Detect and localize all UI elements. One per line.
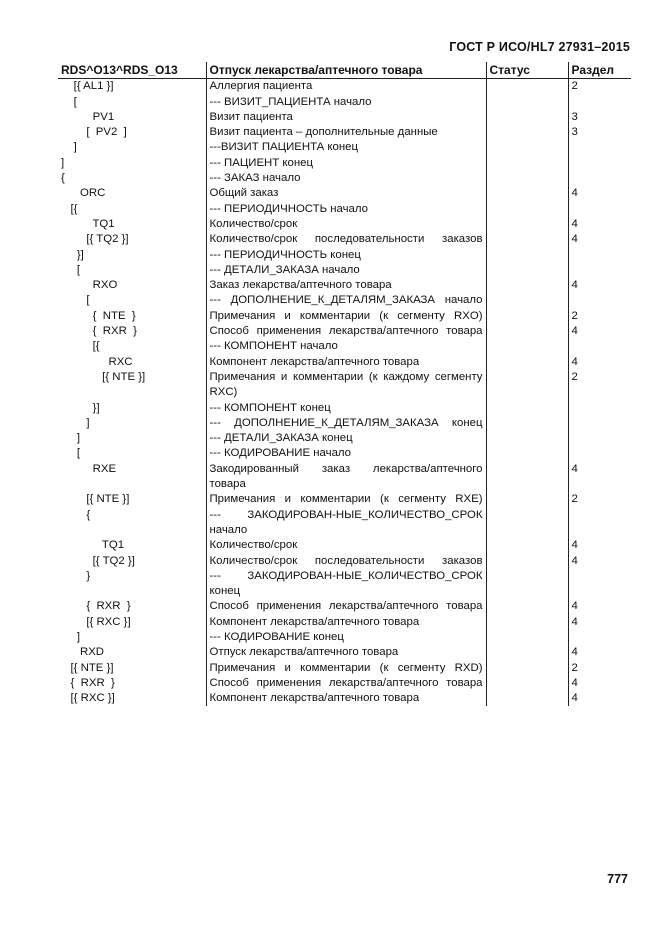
section-cell: 2: [571, 661, 578, 674]
section-cell: [568, 401, 631, 416]
status-cell: [486, 355, 568, 370]
table-row: [58, 676, 631, 691]
section-cell: 4: [571, 539, 578, 552]
table-row: [58, 691, 631, 706]
status-cell: [486, 324, 568, 339]
section-cell: 4: [571, 600, 578, 613]
section-cell: 4: [571, 676, 578, 689]
status-cell: [486, 125, 568, 140]
section-cell: [568, 95, 631, 110]
section-cell: [568, 630, 631, 645]
status-cell: [486, 462, 568, 493]
status-cell: [486, 171, 568, 186]
section-cell: [568, 140, 631, 155]
status-cell: [486, 615, 568, 630]
message-structure-table: [58, 62, 631, 706]
status-cell: [486, 538, 568, 553]
description-cell: --- КОМПОНЕНТ конец: [206, 401, 486, 416]
description-cell: Компонент лекарства/аптечного товара: [206, 691, 486, 706]
table-row: [58, 416, 631, 431]
table-row: [58, 202, 631, 217]
column-header-segment: RDS^O13^RDS_O13: [58, 62, 206, 79]
segment-cell: TQ1: [58, 217, 206, 232]
segment-cell: ]: [58, 140, 206, 155]
section-cell: [568, 446, 631, 461]
status-cell: [486, 508, 568, 539]
segment-cell: RXC: [58, 355, 206, 370]
description-cell: --- ПЕРИОДИЧНОСТЬ конец: [206, 248, 486, 263]
status-cell: [486, 309, 568, 324]
description-cell: Аллергия пациента: [206, 79, 486, 95]
status-cell: [486, 416, 568, 431]
section-cell: [568, 416, 631, 431]
table-row: [58, 324, 631, 339]
status-cell: [486, 278, 568, 293]
status-cell: [486, 248, 568, 263]
status-cell: [486, 676, 568, 691]
section-cell: [568, 248, 631, 263]
description-cell: Общий заказ: [206, 186, 486, 201]
segment-cell: ]: [58, 156, 206, 171]
status-cell: [486, 79, 568, 95]
segment-cell: {: [58, 508, 206, 539]
description-cell: --- КОДИРОВАНИЕ начало: [206, 446, 486, 461]
description-cell: --- КОДИРОВАНИЕ конец: [206, 630, 486, 645]
section-cell: 2: [571, 370, 578, 383]
description-cell: Визит пациента – дополнительные данные: [206, 125, 486, 140]
description-cell: --- ЗАКОДИРОВАН-НЫЕ_КОЛИЧЕСТВО_СРОК начало: [206, 508, 486, 539]
status-cell: [486, 431, 568, 446]
segment-cell: TQ1: [58, 538, 206, 553]
segment-cell: [: [58, 263, 206, 278]
status-cell: [486, 401, 568, 416]
table-row: [58, 186, 631, 201]
description-cell: Количество/срок последовательности заказов: [206, 232, 486, 247]
segment-cell: PV1: [58, 110, 206, 125]
table-row: [58, 615, 631, 630]
section-cell: 3: [571, 126, 578, 139]
table-row: [58, 569, 631, 600]
description-cell: Визит пациента: [206, 110, 486, 125]
description-cell: --- ЗАКАЗ начало: [206, 171, 486, 186]
description-cell: Количество/срок последовательности заказов: [206, 554, 486, 569]
segment-cell: [{ AL1 }]: [58, 79, 206, 95]
segment-cell: RXE: [58, 462, 206, 493]
table-row: [58, 355, 631, 370]
table-row: [58, 630, 631, 645]
status-cell: [486, 232, 568, 247]
segment-cell: ]: [58, 416, 206, 431]
table-row: [58, 110, 631, 125]
section-cell: 4: [571, 646, 578, 659]
segment-cell: [{ TQ2 }]: [58, 232, 206, 247]
table-row: [58, 248, 631, 263]
table-row: [58, 95, 631, 110]
section-cell: 4: [571, 615, 578, 628]
table-row: [58, 446, 631, 461]
status-cell: [486, 691, 568, 706]
table-row: [58, 554, 631, 569]
table-row: [58, 79, 631, 95]
segment-cell: RXD: [58, 645, 206, 660]
segment-cell: }]: [58, 248, 206, 263]
description-cell: Количество/срок: [206, 217, 486, 232]
section-cell: [568, 569, 631, 600]
table-header-row: [58, 62, 631, 79]
segment-cell: [{ NTE }]: [58, 661, 206, 676]
table-row: [58, 293, 631, 308]
section-cell: 2: [571, 493, 578, 506]
column-header-status: Статус: [486, 62, 568, 79]
table-row: [58, 232, 631, 247]
status-cell: [486, 95, 568, 110]
description-cell: --- ДЕТАЛИ_ЗАКАЗА начало: [206, 263, 486, 278]
description-cell: --- ДЕТАЛИ_ЗАКАЗА конец: [206, 431, 486, 446]
section-cell: 4: [571, 217, 578, 230]
table-row: [58, 462, 631, 493]
description-cell: --- ДОПОЛНЕНИЕ_К_ДЕТАЛЯМ_ЗАКАЗА конец: [206, 416, 486, 431]
segment-cell: {: [58, 171, 206, 186]
table-row: [58, 431, 631, 446]
description-cell: --- ВИЗИТ_ПАЦИЕНТА начало: [206, 95, 486, 110]
segment-cell: }]: [58, 401, 206, 416]
segment-cell: [: [58, 95, 206, 110]
description-cell: --- КОМПОНЕНТ начало: [206, 339, 486, 354]
description-cell: Примечания и комментарии (к каждому сегменту RXC): [206, 370, 486, 401]
status-cell: [486, 446, 568, 461]
column-header-section: Раздел: [568, 62, 631, 79]
section-cell: [568, 263, 631, 278]
segment-cell: RXO: [58, 278, 206, 293]
section-cell: [568, 171, 631, 186]
status-cell: [486, 140, 568, 155]
column-header-description: Отпуск лекарства/аптечного товара: [206, 62, 486, 79]
description-cell: Компонент лекарства/аптечного товара: [206, 355, 486, 370]
section-cell: 4: [571, 462, 578, 475]
description-cell: --- ПАЦИЕНТ конец: [206, 156, 486, 171]
table-body: [58, 79, 631, 707]
status-cell: [486, 492, 568, 507]
description-cell: --- ПЕРИОДИЧНОСТЬ начало: [206, 202, 486, 217]
status-cell: [486, 263, 568, 278]
section-cell: 4: [571, 692, 578, 705]
table-row: [58, 278, 631, 293]
description-cell: Способ применения лекарства/аптечного товара: [206, 599, 486, 614]
status-cell: [486, 554, 568, 569]
segment-cell: [: [58, 293, 206, 308]
table-row: [58, 370, 631, 401]
table-row: [58, 538, 631, 553]
segment-cell: { RXR }: [58, 676, 206, 691]
table-row: [58, 339, 631, 354]
section-cell: 4: [571, 325, 578, 338]
status-cell: [486, 569, 568, 600]
table-row: [58, 171, 631, 186]
section-cell: [568, 202, 631, 217]
table-row: [58, 125, 631, 140]
table-row: [58, 156, 631, 171]
table-row: [58, 492, 631, 507]
description-cell: Примечания и комментарии (к сегменту RXD): [206, 661, 486, 676]
description-cell: Примечания и комментарии (к сегменту RXE): [206, 492, 486, 507]
description-cell: ---ВИЗИТ ПАЦИЕНТА конец: [206, 140, 486, 155]
segment-cell: { RXR }: [58, 324, 206, 339]
description-cell: Способ применения лекарства/аптечного товара: [206, 676, 486, 691]
description-cell: Способ применения лекарства/аптечного товара: [206, 324, 486, 339]
description-cell: Компонент лекарства/аптечного товара: [206, 615, 486, 630]
segment-cell: [{ TQ2 }]: [58, 554, 206, 569]
status-cell: [486, 370, 568, 401]
segment-cell: ORC: [58, 186, 206, 201]
status-cell: [486, 599, 568, 614]
segment-cell: }: [58, 569, 206, 600]
status-cell: [486, 202, 568, 217]
description-cell: Примечания и комментарии (к сегменту RXO): [206, 309, 486, 324]
table-row: [58, 401, 631, 416]
status-cell: [486, 110, 568, 125]
section-cell: [568, 156, 631, 171]
status-cell: [486, 661, 568, 676]
section-cell: 4: [571, 187, 578, 200]
page-number: 777: [607, 872, 628, 886]
status-cell: [486, 156, 568, 171]
section-cell: 3: [571, 110, 578, 123]
section-cell: 4: [571, 279, 578, 292]
table-row: [58, 661, 631, 676]
segment-cell: ]: [58, 431, 206, 446]
section-cell: [568, 293, 631, 308]
status-cell: [486, 339, 568, 354]
section-cell: 2: [571, 309, 578, 322]
table-row: [58, 599, 631, 614]
segment-cell: ]: [58, 630, 206, 645]
segment-cell: { RXR }: [58, 599, 206, 614]
section-cell: [568, 508, 631, 539]
section-cell: [568, 339, 631, 354]
table-row: [58, 309, 631, 324]
section-cell: 4: [571, 233, 578, 246]
description-cell: Отпуск лекарства/аптечного товара: [206, 645, 486, 660]
table-row: [58, 508, 631, 539]
segment-cell: [: [58, 446, 206, 461]
description-cell: --- ДОПОЛНЕНИЕ_К_ДЕТАЛЯМ_ЗАКАЗА начало: [206, 293, 486, 308]
table-row: [58, 217, 631, 232]
section-cell: [568, 431, 631, 446]
segment-cell: [{ RXC }]: [58, 691, 206, 706]
section-cell: 2: [571, 80, 578, 93]
description-cell: Количество/срок: [206, 538, 486, 553]
segment-cell: [ PV2 ]: [58, 125, 206, 140]
table-row: [58, 140, 631, 155]
description-cell: Закодированный заказ лекарства/аптечного товара: [206, 462, 486, 493]
segment-cell: { NTE }: [58, 309, 206, 324]
section-cell: 4: [571, 355, 578, 368]
document-header: ГОСТ Р ИСО/HL7 27931–2015: [449, 40, 630, 54]
segment-cell: [{ NTE }]: [58, 370, 206, 401]
segment-cell: [{ RXC }]: [58, 615, 206, 630]
segment-cell: [{: [58, 339, 206, 354]
status-cell: [486, 293, 568, 308]
table-row: [58, 645, 631, 660]
section-cell: 4: [571, 554, 578, 567]
status-cell: [486, 186, 568, 201]
status-cell: [486, 217, 568, 232]
description-cell: Заказ лекарства/аптечного товара: [206, 278, 486, 293]
status-cell: [486, 630, 568, 645]
description-cell: --- ЗАКОДИРОВАН-НЫЕ_КОЛИЧЕСТВО_СРОК конец: [206, 569, 486, 600]
status-cell: [486, 645, 568, 660]
table-row: [58, 263, 631, 278]
segment-cell: [{ NTE }]: [58, 492, 206, 507]
segment-cell: [{: [58, 202, 206, 217]
